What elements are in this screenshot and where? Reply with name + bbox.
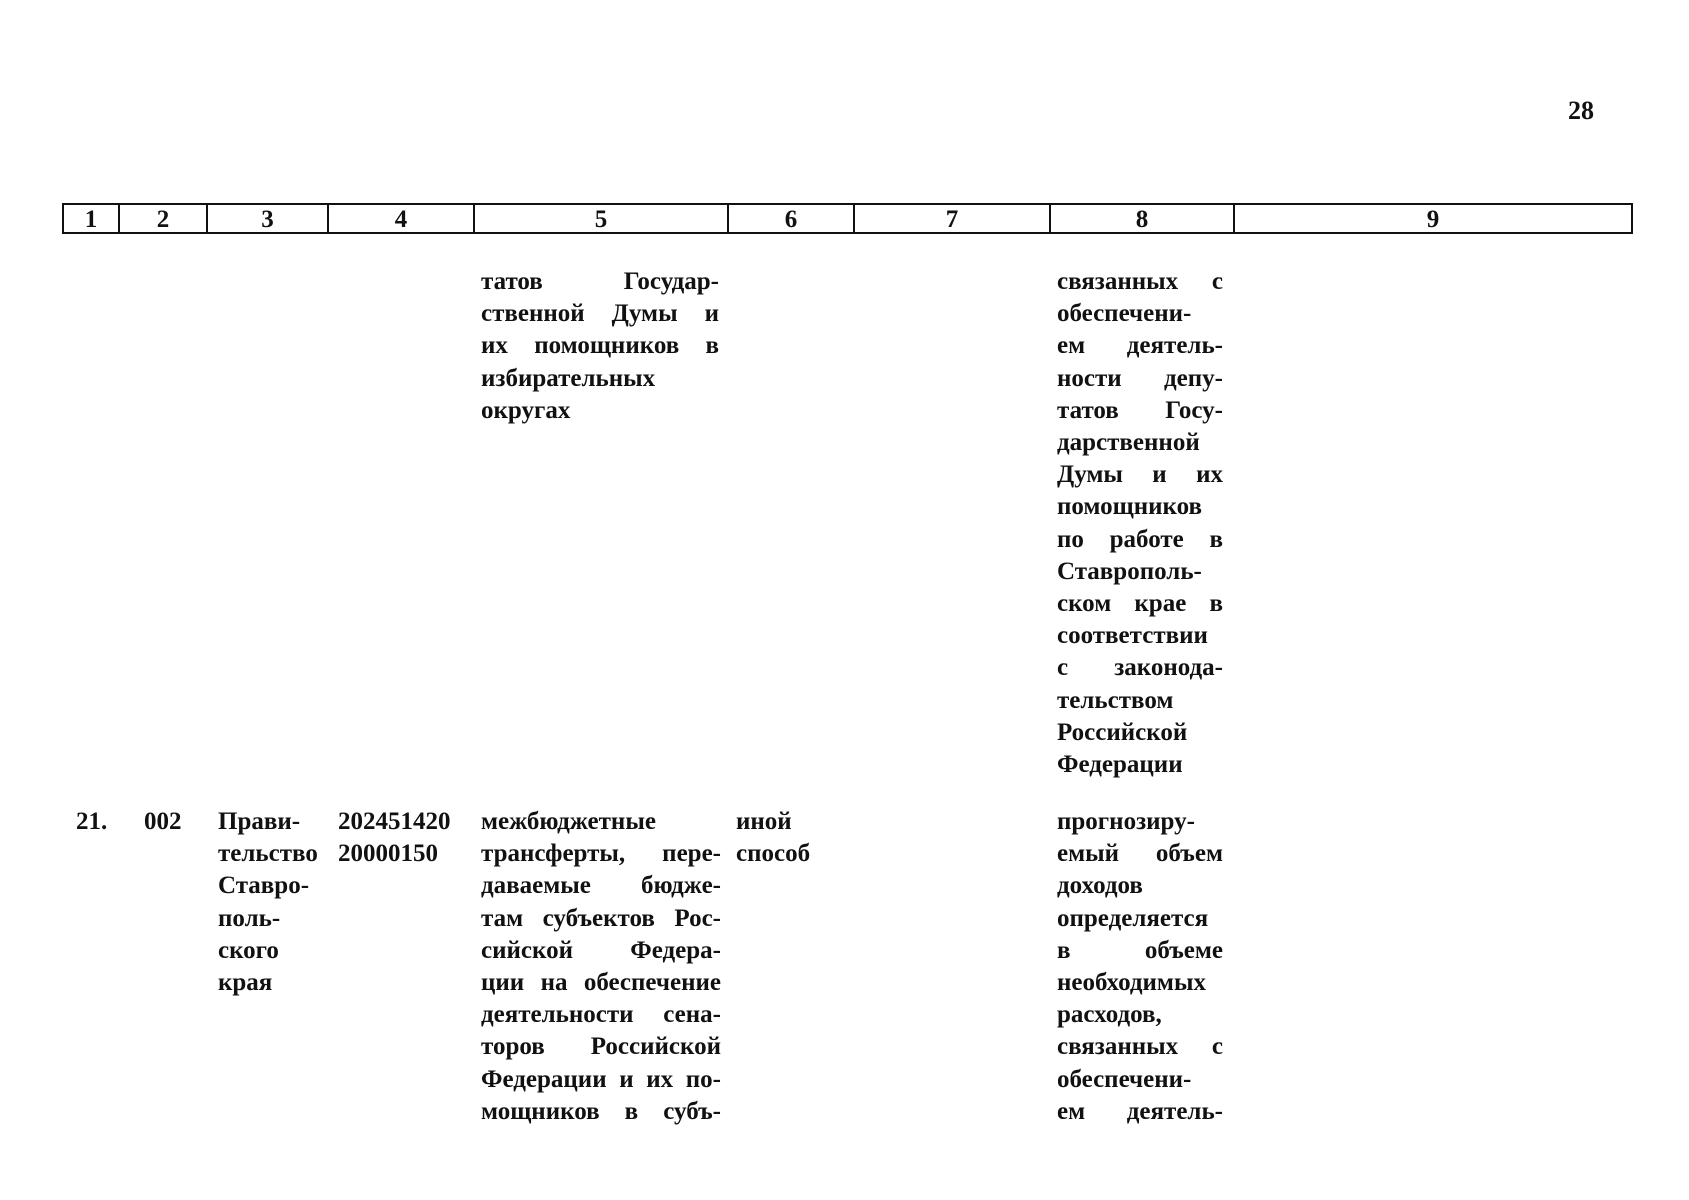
text-line: сийской Федера-: [481, 936, 721, 964]
text-line: Федерации и их по-: [481, 1065, 721, 1093]
text-line: Федерации: [1057, 751, 1183, 779]
text-line: избирательных: [481, 364, 656, 392]
text-line: ции на обеспечение: [481, 969, 721, 997]
text-line: ского: [218, 936, 279, 964]
header-col-1: 1: [64, 205, 120, 232]
row21-col3-administrator: [218, 806, 328, 999]
text-line: необходимых: [1057, 969, 1206, 997]
text-line: обеспечени-: [1057, 1065, 1192, 1093]
text-line: даваемые бюдже-: [481, 872, 721, 900]
text-line: емый объем: [1057, 840, 1223, 868]
text-line: ем деятель-: [1057, 1097, 1223, 1125]
page-number: 28: [1568, 96, 1594, 125]
text-line: расходов,: [1057, 1001, 1162, 1029]
text-line: ности депу-: [1057, 364, 1223, 392]
row21-col6-method: [736, 806, 846, 870]
text-line: ем деятель-: [1057, 332, 1223, 360]
text-line: связанных с: [1057, 1033, 1223, 1061]
text-line: тельством: [1057, 686, 1174, 714]
header-col-8: 8: [1051, 205, 1235, 232]
text-line: там субъектов Рос-: [481, 904, 721, 932]
header-col-2: 2: [120, 205, 208, 232]
text-line: мощников в субъ-: [481, 1097, 721, 1125]
text-line: способ: [736, 840, 811, 868]
header-col-6: 6: [729, 205, 855, 232]
text-line: прогнозиру-: [1057, 808, 1195, 835]
text-line: Ставрополь-: [1057, 557, 1202, 585]
text-line: помощников: [1057, 493, 1202, 521]
row21-col1-number: 21.: [76, 808, 108, 835]
text-line: трансферты, пере-: [481, 840, 721, 868]
text-line: татов Госу-: [1057, 396, 1223, 424]
text-line: по работе в: [1057, 525, 1223, 553]
text-line: соответствии: [1057, 622, 1208, 650]
text-line: 20000150: [338, 840, 438, 868]
text-line: ском крае в: [1057, 590, 1223, 618]
text-line: Ставро-: [218, 872, 310, 900]
text-line: Думы и их: [1057, 461, 1223, 489]
row21-col5-revenue-name: [481, 806, 721, 1128]
header-col-7: 7: [855, 205, 1051, 232]
continuation-col5-text: [481, 266, 719, 427]
header-col-9: 9: [1426, 206, 1440, 233]
text-line: ственной Думы и: [481, 300, 719, 328]
text-line: определяется: [1057, 904, 1209, 932]
text-line: деятельности сена-: [481, 1001, 721, 1029]
header-col-4: 4: [329, 205, 475, 232]
text-line: татов Государ-: [481, 268, 719, 295]
continuation-col8-text: [1057, 266, 1223, 781]
text-line: обеспечени-: [1057, 300, 1192, 328]
text-line: Прави-: [218, 808, 301, 835]
text-line: с законода-: [1057, 654, 1223, 682]
text-line: 202451420: [338, 808, 451, 835]
text-line: поль-: [218, 904, 281, 932]
text-line: края: [218, 969, 273, 997]
table-header-row: [62, 203, 1633, 234]
text-line: иной: [736, 808, 792, 835]
row21-col2-code: 002: [144, 808, 182, 835]
text-line: в объеме: [1057, 936, 1223, 964]
row21-col4-kbk-code: [338, 806, 478, 870]
header-col-5: 5: [475, 205, 729, 232]
text-line: их помощников в: [481, 332, 719, 360]
text-line: Российской: [1057, 718, 1188, 746]
text-line: торов Российской: [481, 1033, 721, 1061]
text-line: округах: [481, 396, 571, 424]
text-line: доходов: [1057, 872, 1143, 900]
text-line: тельство: [218, 840, 318, 868]
text-line: дарственной: [1057, 429, 1200, 457]
text-line: межбюджетные: [481, 808, 656, 835]
header-col-3: 3: [208, 205, 329, 232]
row21-col8-description: [1057, 806, 1223, 1128]
text-line: связанных с: [1057, 268, 1223, 295]
